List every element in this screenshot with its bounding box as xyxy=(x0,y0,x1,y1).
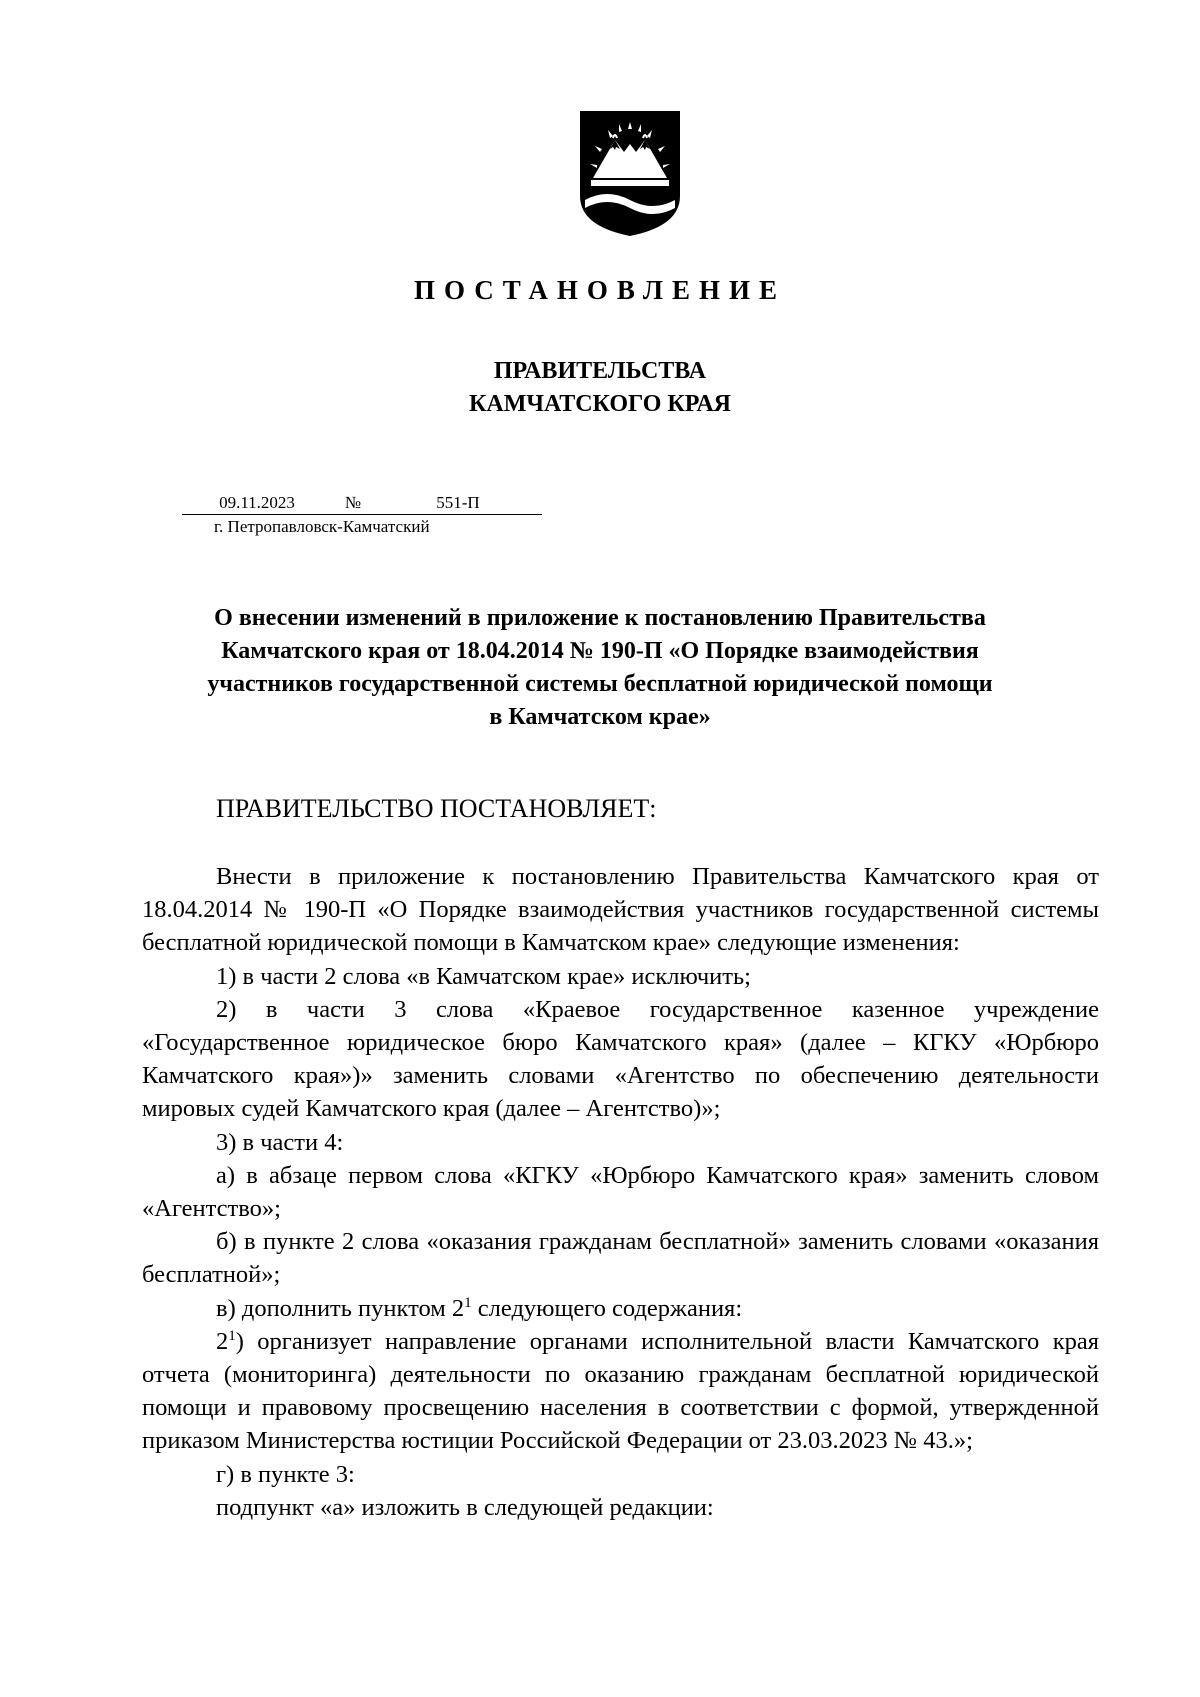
paragraph-subitem-g: г) в пункте 3: xyxy=(216,1460,355,1488)
paragraph-subitem-v xyxy=(142,1292,1099,1325)
heading-line-4: в Камчатском крае» xyxy=(489,704,711,730)
subitem-v-text-end: следующего содержания: xyxy=(471,1294,743,1322)
heading-line-3: участников государственной системы бесплатной юридической помощи xyxy=(207,671,993,697)
city-name: г. Петропавловск-Камчатский xyxy=(214,517,430,536)
date-number-line xyxy=(182,491,542,515)
paragraph-new-point xyxy=(142,1325,1099,1458)
paragraph-item-3: 3) в части 4: xyxy=(216,1128,344,1156)
authority-line-1: ПРАВИТЕЛЬСТВА xyxy=(493,358,707,384)
document-number: 551-П xyxy=(374,492,542,515)
superscript-1: 1 xyxy=(464,1294,472,1311)
superscript-1: 1 xyxy=(228,1327,236,1344)
subitem-v-text-start: в) дополнить пунктом 2 xyxy=(216,1294,465,1322)
paragraph-intro: Внести в приложение к постановлению Правительства Камчатского края от 18.04.2014 № 190-П «О Порядке взаимодействия участников государственной системы бесплатной юридической помощи в Камчатском крае» следующие изменения: xyxy=(142,863,1099,957)
decree-statement: ПРАВИТЕЛЬСТВО ПОСТАНОВЛЯЕТ: xyxy=(216,794,657,823)
paragraph-item-1: 1) в части 2 слова «в Камчатском крае» исключить; xyxy=(216,962,751,990)
paragraph-subitem-a: а) в абзаце первом слова «КГКУ «Юрбюро Камчатского края» заменить словом «Агентство»; xyxy=(142,1161,1099,1223)
document-type-title: ПОСТАНОВЛЕНИЕ xyxy=(413,275,787,305)
new-point-text: ) организует направление органами исполнительной власти Камчатского края отчета (мониторинга) деятельности по оказанию гражданам бесплатной юридической помощи и правовому просвещению населения в соответствии с формой, утвержденной приказом Министерства юстиции Российской Федерации от 23.03.2023 № 43.»; xyxy=(142,1327,1099,1455)
document-heading xyxy=(120,602,1080,734)
document-body xyxy=(142,860,1099,1524)
kamchatka-coat-of-arms-icon xyxy=(577,108,683,238)
document-date: 09.11.2023 xyxy=(182,492,332,515)
paragraph-subpoint-a: подпункт «а» изложить в следующей редакции: xyxy=(216,1493,714,1521)
heading-line-2: Камчатского края от 18.04.2014 № 190-П «О Порядке взаимодействия xyxy=(221,638,979,664)
new-point-number: 2 xyxy=(216,1327,229,1355)
heading-line-1: О внесении изменений в приложение к постановлению Правительства xyxy=(214,605,986,631)
authority-line-2: КАМЧАТСКОГО КРАЯ xyxy=(468,391,732,417)
paragraph-subitem-b: б) в пункте 2 слова «оказания гражданам бесплатной» заменить словами «оказания бесплатной»; xyxy=(142,1228,1099,1289)
document-meta xyxy=(182,491,542,539)
number-sign: № xyxy=(332,492,374,515)
paragraph-item-2: 2) в части 3 слова «Краевое государственное казенное учреждение «Государственное юридическое бюро Камчатского края» (далее – КГКУ «Юрбюро Камчатского края»)» заменить словами «Агентство по обеспечению деятельности мировых судей Камчатского края (далее – Агентство)»; xyxy=(142,995,1099,1123)
issuing-authority xyxy=(0,355,1200,421)
